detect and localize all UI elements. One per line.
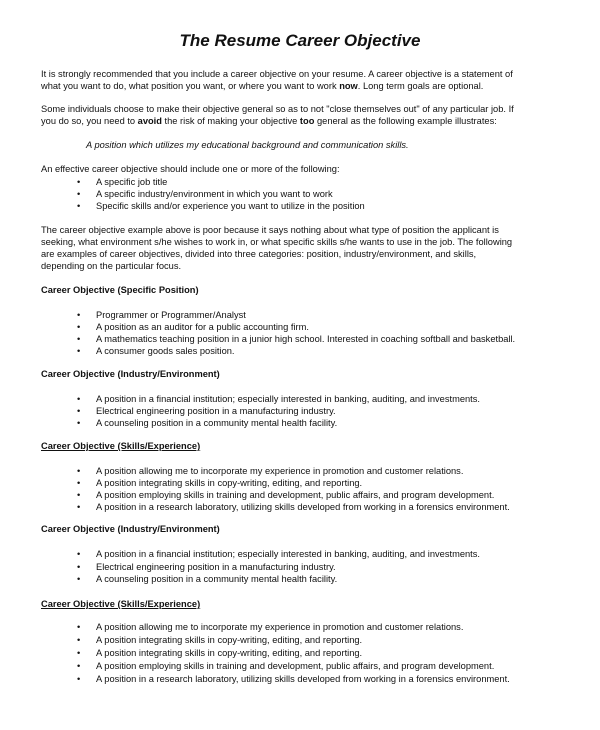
list-item-text: A position allowing me to incorporate my experience in promotion and customer relations.: [96, 466, 464, 476]
list-item: [77, 333, 567, 345]
section-heading: Career Objective (Skills/Experience): [41, 441, 201, 451]
bullet-icon: •: [77, 674, 81, 684]
list-item: [77, 200, 567, 212]
list-item-text: A position allowing me to incorporate my experience in promotion and customer relations.: [96, 622, 464, 632]
list-item-text: A counseling position in a community mental health facility.: [96, 574, 338, 585]
list-item: [77, 561, 567, 574]
bullet-icon: •: [77, 478, 81, 488]
list-item-text: A position in a financial institution; especially interested in banking, auditing, and investments.: [96, 549, 480, 559]
explanation-paragraph: [41, 224, 561, 272]
bullet-icon: •: [77, 561, 81, 572]
list-item: [77, 393, 567, 405]
list-item: [77, 321, 567, 333]
list-item-text: A position as an auditor for a public accounting firm.: [96, 322, 309, 332]
bullet-icon: •: [77, 661, 81, 671]
list-item: [77, 405, 567, 417]
bullet-icon: •: [77, 648, 81, 658]
effective-list: [77, 176, 567, 212]
bullet-icon: •: [77, 635, 81, 645]
list-item: [77, 621, 567, 634]
intro-line: [41, 115, 561, 127]
effective-lead: An effective career objective should include one or more of the following:: [41, 164, 340, 174]
poor-example: A position which utilizes my educational background and communication skills.: [86, 140, 409, 150]
list-item: [77, 673, 567, 686]
list-item: [77, 176, 567, 188]
explanation-line: The career objective example above is poor because it says nothing about what type of position the applicant is: [41, 225, 499, 235]
intro-line: [41, 80, 561, 92]
section-heading: Career Objective (Industry/Environment): [41, 524, 220, 534]
list-item-text: A specific industry/environment in which you want to work: [96, 189, 333, 199]
list-item: [77, 477, 567, 489]
explanation-line: depending on the particular focus.: [41, 261, 182, 271]
list-item-text: A specific job title: [96, 177, 168, 187]
section-list: [77, 465, 567, 513]
list-item-text: A position employing skills in training and development, public affairs, and program development.: [96, 661, 495, 671]
intro-paragraph-1: [41, 68, 561, 92]
list-item-text: A position in a research laboratory, utilizing skills developed from working in a forensics environment.: [96, 502, 510, 512]
emphasis-avoid: avoid: [137, 116, 162, 126]
list-item: [77, 188, 567, 200]
page-title: The Resume Career Objective: [179, 31, 421, 50]
list-item: [77, 548, 567, 561]
section-list: [77, 309, 567, 357]
list-item: [77, 501, 567, 513]
section-list: [77, 548, 567, 586]
list-item-text: A position integrating skills in copy-writing, editing, and reporting.: [96, 478, 363, 488]
list-item-text: Programmer or Programmer/Analyst: [96, 310, 246, 320]
list-item: [77, 465, 567, 477]
explanation-line: are examples of career objectives, divided into three categories: position, industry/environment, and skills,: [41, 249, 477, 259]
bullet-icon: •: [77, 310, 81, 320]
list-item-text: Electrical engineering position in a manufacturing industry.: [96, 406, 336, 416]
bullet-icon: •: [77, 406, 81, 416]
list-item-text: A consumer goods sales position.: [96, 346, 235, 356]
bullet-icon: •: [77, 322, 81, 332]
list-item-text: A position in a financial institution; especially interested in banking, auditing, and investments.: [96, 394, 480, 404]
text-run: . Long term goals are optional.: [357, 81, 484, 91]
bullet-icon: •: [77, 466, 81, 476]
list-item-text: A position in a research laboratory, utilizing skills developed from working in a forensics environment.: [96, 674, 510, 684]
list-item-text: A position employing skills in training and development, public affairs, and program development.: [96, 490, 495, 500]
bullet-icon: •: [77, 502, 81, 512]
emphasis-now: now: [339, 81, 358, 91]
bullet-icon: •: [77, 622, 81, 632]
bullet-icon: •: [77, 334, 81, 344]
list-item-text: A counseling position in a community mental health facility.: [96, 418, 338, 428]
list-item: [77, 573, 567, 586]
list-item-text: A position integrating skills in copy-writing, editing, and reporting.: [96, 635, 363, 645]
list-item: [77, 309, 567, 321]
explanation-line: seeking, what environment s/he wishes to work in, or what specific skills s/he wants to use in the job. The following: [41, 237, 513, 247]
emphasis-too: too: [299, 116, 315, 126]
text-run: general as the following example illustrates:: [314, 116, 497, 126]
list-item: [77, 489, 567, 501]
text-run: you do so, you need to: [41, 116, 138, 126]
text-run: the risk of making your objective: [161, 116, 300, 126]
bullet-icon: •: [77, 574, 81, 585]
list-item-text: Specific skills and/or experience you want to utilize in the position: [96, 201, 365, 211]
bullet-icon: •: [77, 189, 81, 199]
list-item: [77, 647, 567, 660]
section-list: [77, 621, 567, 686]
bullet-icon: •: [77, 490, 81, 500]
list-item-text: A position integrating skills in copy-writing, editing, and reporting.: [96, 648, 363, 658]
list-item-text: Electrical engineering position in a manufacturing industry.: [96, 561, 336, 572]
intro-line: It is strongly recommended that you include a career objective on your resume. A career objective is a statement of: [41, 69, 513, 79]
section-list: [77, 393, 567, 429]
section-heading: Career Objective (Industry/Environment): [41, 369, 220, 379]
list-item: [77, 345, 567, 357]
section-heading: Career Objective (Specific Position): [41, 285, 199, 295]
bullet-icon: •: [77, 394, 81, 404]
bullet-icon: •: [77, 201, 81, 211]
list-item: [77, 417, 567, 429]
bullet-icon: •: [77, 177, 81, 187]
text-run: what you want to do, what position you want, or where you want to work: [41, 81, 340, 91]
bullet-icon: •: [77, 346, 81, 356]
bullet-icon: •: [77, 418, 81, 428]
intro-line: Some individuals choose to make their objective general so as to not "close themselves out" of any particular job. If: [41, 104, 514, 114]
list-item: [77, 634, 567, 647]
bullet-icon: •: [77, 549, 81, 559]
list-item-text: A mathematics teaching position in a junior high school. Interested in coaching softball and basketball.: [96, 334, 516, 344]
list-item: [77, 660, 567, 673]
section-heading: Career Objective (Skills/Experience): [41, 599, 201, 609]
intro-paragraph-2: [41, 103, 561, 127]
